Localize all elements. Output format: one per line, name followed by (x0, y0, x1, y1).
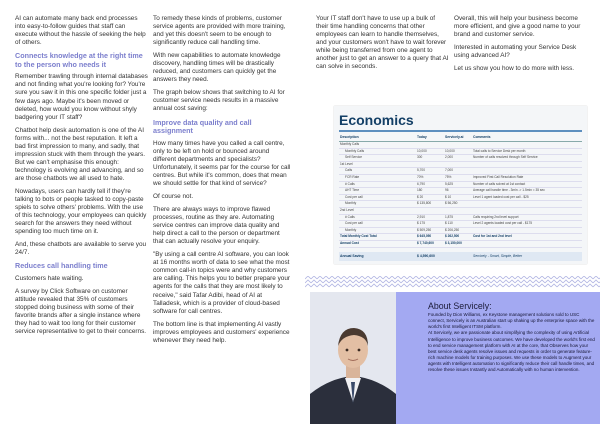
table-cell: 6,790 (417, 181, 425, 186)
table-cell: Monthly Calls (345, 148, 365, 153)
table-cell: Calls requiring 2nd level support (473, 214, 519, 219)
table-cell: 10,000 (417, 148, 427, 153)
table-cell: # Calls (345, 181, 355, 186)
table-cell: Cost for 1st and 2nd level (473, 234, 512, 239)
paragraph: The bottom line is that implementing AI vastly improves employees and customers' experience whenever they need help. (153, 320, 290, 344)
economics-row (339, 175, 582, 182)
table-cell: $ 645,050 (417, 234, 432, 239)
paragraph: Customers hate waiting. (15, 274, 84, 282)
economics-row (339, 142, 582, 149)
table-cell: Level 2 agents loaded cost per call - $175 (473, 221, 533, 226)
economics-row (339, 234, 582, 241)
economics-row (339, 228, 582, 235)
table-cell: Total calls to Service Desk per month (473, 148, 526, 153)
table-cell: Improved First Call Resolution Rate (473, 174, 524, 179)
table-cell: $ 3,150,000 (445, 240, 462, 245)
header-cell: Comments (473, 135, 491, 139)
quote-paragraph: "By using a call centre AI software, you can look at 16 months worth of data to see what the most common call-in topics were and why customers are calling. This helps you to better prepare your agents for the calls that they are most likely to receive," said Tafar Adibi, head of AI at Talladesk, which is a provider of cloud-based software for call centres. (153, 251, 291, 315)
economics-row (339, 149, 582, 156)
header-cell: Description (340, 135, 359, 139)
paragraph: Of course not. (153, 192, 194, 200)
table-cell: 75% (445, 174, 452, 179)
about-body (428, 312, 596, 374)
title-rule (339, 130, 582, 132)
paragraph: Overall, this will help your business become more efficient, and give a good name to your brand and customer service. (454, 15, 581, 39)
table-cell: 1,875 (445, 214, 453, 219)
table-cell: Cost per call (345, 194, 363, 199)
economics-title: Economics (339, 112, 414, 128)
about-servicely-panel (310, 292, 600, 424)
table-cell: $ 206,250 (445, 227, 460, 232)
economics-rows (339, 142, 582, 248)
paragraph: Nowadays, users can hardly tell if they're talking to bots or people tasked to copy-paste spiels to solve others' problems. With the use of this technology, your employees can quickly search for the answers they need without spending too much time on it. (15, 187, 147, 236)
paragraph: Let us show you how to do more with less. (454, 65, 575, 73)
tagline: Servicely - Smart, Simple, Better (473, 254, 522, 258)
table-cell: $ 175 (417, 221, 425, 226)
annual-saving-value: $ 4,590,600 (417, 254, 435, 258)
paragraph: How many times have you called a call centre, only to be left on hold or bounced around different departments and specialists? Unfortunately, it seems par for the course for call centres. But while it's common, does that mean we should settle for that kind of service? (153, 139, 291, 187)
economics-row (339, 182, 582, 189)
table-cell: Monthly (345, 227, 357, 232)
section-heading: Connects knowledge at the right time to the person who needs it (15, 51, 143, 69)
table-cell: 180 (417, 188, 423, 193)
about-title: About Servicely: (428, 301, 492, 311)
founder-photo (310, 292, 396, 424)
paragraph: A survey by Click Software on customer attitude revealed that 35% of customers stopped doing business with some of their favorite brands after a single instance where they had to wait too long for their customer service representative to get to their concerns. (15, 288, 147, 336)
table-cell: Number of calls resolved through Self Service (473, 155, 538, 160)
table-cell: 70% (417, 174, 424, 179)
table-cell: $ 20 (417, 194, 424, 199)
table-cell: Calls (345, 168, 353, 173)
table-cell: Number of calls solved at 1st contact (473, 181, 526, 186)
paragraph: AI can automate many back end processes into easy-to-follow guides that staff can execute without the hassle of seeking the help of others. (15, 15, 146, 47)
annual-saving-label: Annual Saving (340, 254, 364, 258)
table-cell: Cost per call (345, 221, 363, 226)
article-column-3 (316, 15, 449, 76)
economics-row (339, 221, 582, 228)
table-cell: $ 56,250 (445, 201, 458, 206)
table-cell: Monthly Calls (340, 142, 360, 146)
table-cell: Level 1 agent loaded cost per call - $25 (473, 194, 529, 199)
table-cell: AHT Time (345, 188, 360, 193)
paragraph: Interested in automating your Service Desk using advanced AI? (454, 44, 577, 60)
economics-row (339, 188, 582, 195)
table-cell: 300 (417, 155, 423, 160)
header-cell: Servicely.ai (445, 135, 464, 139)
economics-footer-row (339, 252, 582, 261)
table-cell: 5,625 (445, 181, 453, 186)
economics-row (339, 168, 582, 175)
paragraph: Your IT staff don't have to use up a bulk of their time handling concerns that other employees can learn to handle themselves, and your customers won't have to wait forever while being transferred from one agent to another just to get an answer to a query that AI can solve in seconds. (316, 15, 449, 71)
economics-table-figure (334, 106, 587, 264)
table-cell: Annual Cost (340, 240, 359, 245)
table-cell: 2,910 (417, 214, 425, 219)
article-column-1 (15, 15, 148, 341)
economics-header-row (339, 134, 582, 142)
header-cell: Today (417, 135, 427, 139)
paragraph: To remedy these kinds of problems, customer service agents are provided with more training, and yet this doesn't seem to be enough to significantly reduce call handling time. (153, 15, 286, 47)
economics-row (339, 155, 582, 162)
about-paragraph: At Servicely, we are passionate about simplifying the complexity of using Artificial Intelligence to improve business outcomes. We have developed the world's first end to end service management platform with AI at the core, that Observes how your best service desk agents resolve issues and requests in order to generate feature-rich machine models for training purposes. We use these models to Augment your agents with Intelligent automation to significantly reduce their call handle times, and resolve these issues Instantly and Automatically with no human intervention. (428, 330, 595, 373)
economics-row (339, 195, 582, 202)
table-cell: $ 7,740,600 (417, 240, 434, 245)
table-cell: Average call handle time - 3min -> 1.5min = 35 sec (473, 188, 545, 193)
economics-row (339, 241, 582, 248)
economics-row (339, 215, 582, 222)
table-cell: FCR Rate (345, 174, 360, 179)
paragraph: Remember trawling through internal databases and not finding what you're looking for? You're sure you saw it in this one specific folder just a few days ago. Maybe it's been moved or deleted, how would you know without shyly badgering your IT staff? (15, 73, 148, 121)
paragraph: There are always ways to improve flawed processes, routine as they are. Automating service centres can improve data quality and help direct a call to the person or department that can actually resolve your enquiry. (153, 206, 280, 246)
table-cell: $ 110 (445, 221, 453, 226)
table-cell: 2,000 (445, 155, 453, 160)
paragraph: The graph below shows that switching to AI for customer service needs results in a massive annual cost saving: (153, 89, 285, 113)
zigzag-divider (305, 276, 600, 290)
economics-row (339, 201, 582, 208)
table-cell: $ 10 (445, 194, 452, 199)
table-cell: 5,700 (417, 168, 425, 173)
table-cell: 96 (445, 188, 449, 193)
table-cell: 7,000 (445, 168, 453, 173)
table-cell: $ 509,250 (417, 227, 432, 232)
paragraph: Chatbot help desk automation is one of the AI forms with... not the best reputation. It left a bad first impression to many, and sadly, that impression stuck with them through the years. But we can't emphasise this enough: technology is evolving and advancing, and so are those chatbots we all used to hate. (15, 126, 146, 182)
table-cell: $ 135,800 (417, 201, 432, 206)
paragraph: And, these chatbots are available to serve you 24/7. (15, 241, 147, 257)
section-heading: Improve data quality and call assignment (153, 117, 252, 136)
paragraph: With new capabilities to automate knowledge discovery, handling times will be drastically reduced, and customers can quickly get the answers they need. (153, 52, 281, 84)
table-cell: 2nd Level (340, 207, 354, 212)
article-column-2 (153, 15, 291, 350)
about-paragraph: Founded by Dion Williams, ex Keystone management solutions sold to USC connect, Servicely is an Australian start up shaking up the enterprise space with the world's first Intelligent ITSM platform. (428, 312, 595, 330)
economics-row (339, 208, 582, 215)
section-heading: Reduces call handling time (15, 261, 108, 271)
table-cell: 10,000 (445, 148, 455, 153)
table-cell: Total Monthly Cost Total (340, 234, 377, 239)
economics-row (339, 162, 582, 169)
table-cell: $ 262,500 (445, 234, 460, 239)
table-cell: Monthly (345, 201, 357, 206)
article-column-4 (454, 15, 587, 78)
table-cell: 1st Level (340, 161, 353, 166)
table-cell: Self Service (345, 155, 363, 160)
table-cell: # Calls (345, 214, 355, 219)
